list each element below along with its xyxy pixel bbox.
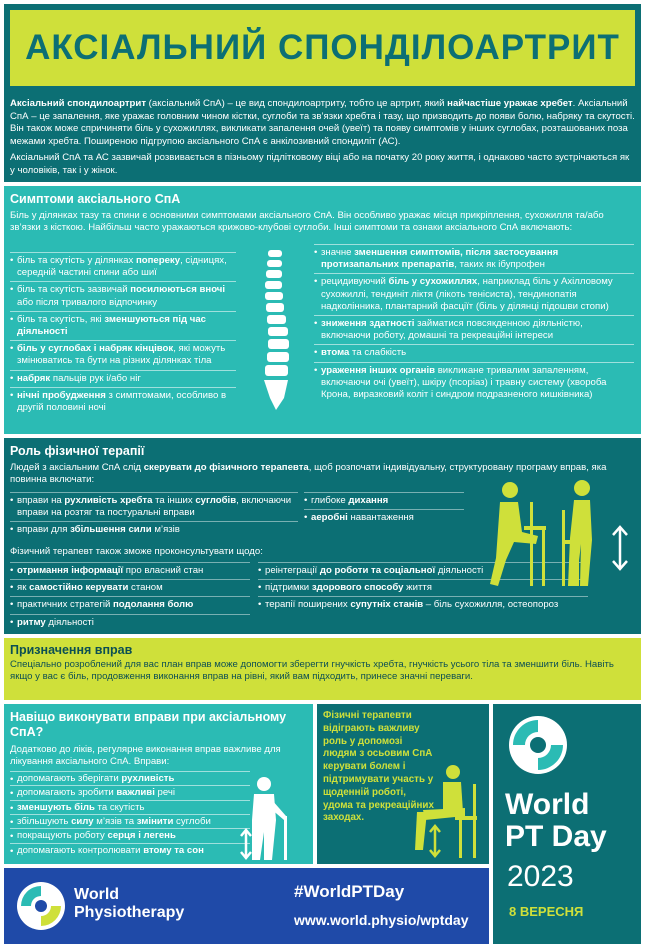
list-item: • терапії поширених супутніх станів – біль сухожилля, остеопороз bbox=[258, 596, 588, 613]
pt-advice-intro: Фізичний терапевт також зможе проконсультувати щодо: bbox=[10, 546, 263, 557]
list-item: • вправи для збільшення сили м’язів bbox=[10, 521, 298, 538]
list-item: • реінтеграції до роботи та соціальної діяльності bbox=[258, 562, 588, 579]
list-item: • покращують роботу серця і легень bbox=[10, 828, 250, 842]
list-item: • допомагають контролювати втому та сон bbox=[10, 843, 250, 857]
list-item: • значне зменшення симптомів, після застосування протизапальних препаратів, таких як ібупрофен bbox=[314, 244, 634, 273]
list-item: • отримання інформації про власний стан bbox=[10, 562, 250, 579]
pt-role-heading: Роль фізичної терапії bbox=[10, 444, 145, 458]
list-item: • допомагають зробити важливі речі bbox=[10, 785, 250, 799]
world-pt-day-logo-icon bbox=[507, 714, 569, 776]
why-exercise-list bbox=[10, 771, 250, 857]
list-item: • ураження інших органів викликане тривалим запаленням, включаючи очі (увеїт), шкіру (псоріаз) і травну систему (хвороба Крона, виразковий коліт і синдром подразненого кишківника) bbox=[314, 362, 634, 404]
list-item: • нічні пробудження з симптомами, особливо в другій половині ночі bbox=[10, 387, 236, 416]
footer bbox=[4, 868, 489, 944]
world-pt-day-title-line2: PT Day bbox=[505, 820, 607, 853]
prescription-text: Спеціально розроблений для вас план вправ може допомогти зберегти гнучкість хребта, гнучкість усього тіла та зменшити біль. Навіть якщо у вас є біль, продовження виконання вправ на рівні, який вам підходить, принесе значні переваги. bbox=[10, 659, 614, 683]
world-pt-day-year: 2023 bbox=[507, 860, 574, 893]
list-item: • втома та слабкість bbox=[314, 344, 634, 361]
symptoms-intro: Біль у ділянках тазу та спини є основними симптомами аксіального СпА. Він особливо уражає місця прикріплення, сухожилля та/або зв’язки з кісткою. Найбільш часто уражаються крижово-клубові суглоби. Інші симптоми та ознаки аксіального СпА включають: bbox=[10, 210, 604, 234]
list-item: • набряк пальців рук і/або ніг bbox=[10, 370, 236, 387]
why-exercise-heading: Навіщо виконувати вправи при аксіальному СпА? bbox=[10, 710, 287, 739]
pt-exercise-list-left bbox=[10, 492, 298, 539]
prescription-section bbox=[4, 638, 641, 700]
spine-illustration bbox=[254, 248, 298, 413]
symptoms-list-left bbox=[10, 252, 236, 416]
list-item: • практичних стратегій подолання болю bbox=[10, 596, 250, 613]
list-item: • біль та скутість зазвичай посилюються вночі або після тривалого відпочинку bbox=[10, 281, 236, 310]
intro-paragraph-2: Аксіальний СпА та АС зазвичай розвивається в пізньому підлітковому віці або на початку 20 року життя, і однаково часто зустрічаються як у чоловіків, так і у жінок. bbox=[10, 152, 630, 176]
list-item: • рецидивуючий біль у сухожиллях, наприклад біль у Ахілловому сухожиллі, тендиніт ліктя (лікоть тенісиста), тендинопатія надколінника, плантарний фасціїт (біль у ділянці підошви стопи) bbox=[314, 273, 634, 315]
list-item: • збільшують силу м’язів та змінити суглоби bbox=[10, 814, 250, 828]
hashtag: #WorldPTDay bbox=[294, 882, 405, 901]
intro-paragraph-1: Аксіальний спондилоартрит (аксіальний СпА) – це вид спондилоартриту, тобто це артрит, який найчастіше уражає хребет. Аксіальний СпА – це запалення, яке уражає головним чином кістки, суглоби та зв’язки хребта і тазу, що призводить до появи болю, набряку та скутості. Він також може спричиняти біль у сухожиллях, викликати запалення очей (увеїт) та появу симптомів у інших суглобах, розташованих поза межами хребта. Поширеною підгрупою аксіального СпА є анкілозивний спондиліт (АС). bbox=[10, 98, 635, 147]
pt-exercise-list-right bbox=[304, 492, 464, 526]
sit-to-stand-illustration bbox=[470, 480, 636, 590]
title-banner bbox=[4, 4, 641, 92]
list-item: • зниження здатності займатися повсякденною діяльністю, включаючи роботу, домашні та рекреаційні інтереси bbox=[314, 315, 634, 344]
page-title: АКСІАЛЬНИЙ СПОНДІЛОАРТРИТ bbox=[25, 28, 620, 67]
pt-role-intro: Людей з аксіальним СпА слід скерувати до фізичного терапевта, щоб розпочати індивідуальну, структуровану програму вправ, яка повинна включати: bbox=[10, 462, 607, 486]
pt-advice-list-left bbox=[10, 562, 250, 631]
quote-text: Фізичні терапевти відіграють важливу роль у допомозі людям з осьовим СпА керувати болем і підтримувати участь у щоденній роботі, удома та рекреаційних заходах. bbox=[323, 710, 434, 824]
list-item: • підтримки здорового способу життя bbox=[258, 579, 588, 596]
symptoms-heading: Симптоми аксіального СпА bbox=[10, 192, 181, 206]
symptoms-list-right bbox=[314, 244, 634, 403]
prescription-heading: Призначення вправ bbox=[10, 643, 133, 657]
org-name-line2: Physiotherapy bbox=[74, 904, 185, 921]
chair-exercise-illustration bbox=[409, 764, 485, 860]
list-item: • біль у суглобах і набряк кінцівок, які можуть змінюватись та бути на різних ділянках тіла bbox=[10, 340, 236, 369]
list-item: • біль та скутість у ділянках попереку, сідницях, середній частині спини або шиї bbox=[10, 252, 236, 281]
list-item: • зменшують біль та скутість bbox=[10, 800, 250, 814]
list-item: • вправи на рухливість хребта та інших суглобів, включаючи вправи на розтяг та постуральні вправи bbox=[10, 492, 298, 521]
why-exercise-section bbox=[4, 704, 313, 864]
world-pt-day-panel bbox=[493, 704, 641, 944]
world-pt-day-date: 8 ВЕРЕСНЯ bbox=[509, 904, 584, 919]
list-item: • аеробні навантаження bbox=[304, 509, 464, 526]
intro-section bbox=[4, 92, 641, 182]
list-item: • допомагають зберігати рухливість bbox=[10, 771, 250, 785]
world-physiotherapy-logo-icon bbox=[16, 881, 66, 931]
org-name bbox=[74, 886, 184, 922]
symptoms-section bbox=[4, 186, 641, 434]
walking-cane-illustration bbox=[240, 776, 310, 862]
list-item: • ритму діяльності bbox=[10, 614, 250, 631]
why-exercise-intro: Додатково до ліків, регулярне виконання вправ важливе для лікування аксіального СпА. Вправи: bbox=[10, 744, 281, 768]
org-name-line1: World bbox=[74, 886, 120, 903]
quote-section bbox=[317, 704, 489, 864]
pt-role-section bbox=[4, 438, 641, 634]
world-pt-day-title-line1: World bbox=[505, 788, 590, 821]
list-item: • як самостійно керувати станом bbox=[10, 579, 250, 596]
list-item: • біль та скутість, які зменшуються під час діяльності bbox=[10, 311, 236, 340]
list-item: • глибоке дихання bbox=[304, 492, 464, 509]
website-link[interactable]: www.world.physio/wptday bbox=[294, 912, 469, 928]
